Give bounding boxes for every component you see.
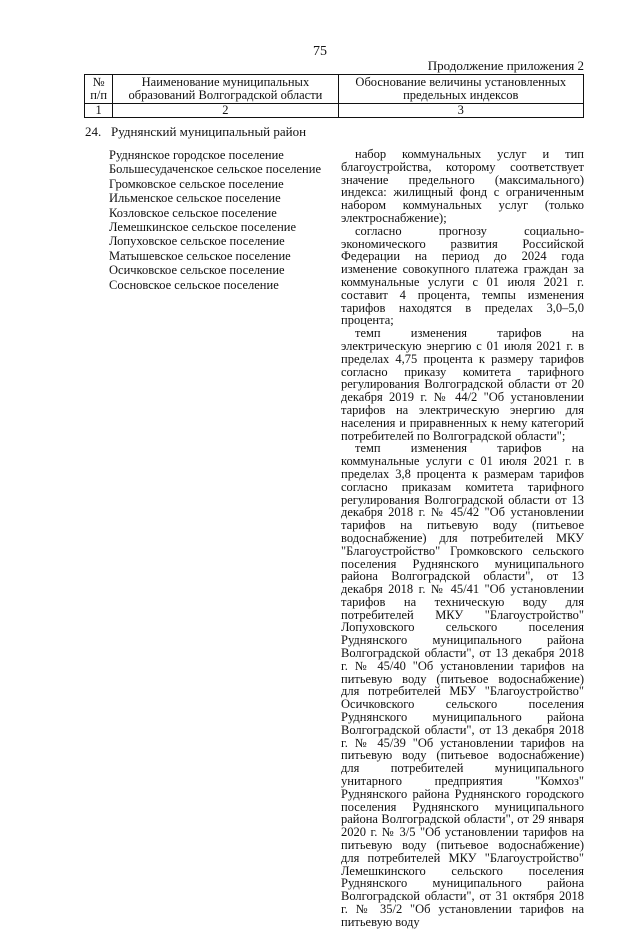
- justification-text: [341, 148, 584, 929]
- header-col-number: № п/п: [85, 75, 113, 104]
- settlement-item: Ильменское сельское поселение: [109, 191, 281, 206]
- settlement-item: Козловское сельское поселение: [109, 205, 277, 220]
- settlement-item: Громковское сельское поселение: [109, 176, 284, 191]
- settlement-item: Руднянское городское поселение: [109, 148, 284, 162]
- table-header: [84, 74, 584, 118]
- settlement-item: Лемешкинское сельское поселение: [109, 220, 296, 235]
- settlement-item: Матышевское сельское поселение: [109, 248, 291, 263]
- justification-paragraph: согласно прогнозу социально-экономического развития Российской Федерации на период до 2024 года изменение совокупного платежа граждан за коммунальные услуги с 01 июля 2021 г. составит 4 процента, темпы изменения тарифов находятся в пределах 3,0–5,0 процента;: [341, 223, 584, 328]
- header-col-justification: Обоснование величины установленных предельных индексов: [338, 75, 583, 104]
- settlement-item: Лопуховское сельское поселение: [109, 234, 285, 249]
- header-num-2: 2: [113, 104, 338, 118]
- justification-paragraph: набор коммунальных услуг и тип благоустройства, которому соответствует значение предельного (максимального) индекса: жилищный фонд с ограниченным набором коммунальных услуг (только электроснабжение);: [341, 147, 584, 225]
- justification-paragraph: темп изменения тарифов на коммунальные услуги с 01 июля 2021 г. в пределах 3,8 процента к размерам тарифов согласно приказам комитета тарифного регулирования Волгоградской области от 13 декабря 2018 г. № 45/42 "Об установлении тарифов на питьевую воду (питьевое водоснабжение) для потребителей МКУ "Благоустройство" Громковского сельского поселения Руднянского муниципального района Волгоградской области", от 13 декабря 2018 г. № 45/41 "Об установлении тарифов на техническую воду для потребителей МКУ "Благоустройство" Лопуховского сельского поселения Руднянского муниципального района Волгоградской области", от 13 декабря 2018 г. № 45/40 "Об установлении тарифов на питьевую воду (питьевое водоснабжение) для потребителей МБУ "Благоустройство" Осичковского сельского поселения Руднянского муниципального района Волгоградской области", от 13 декабря 2018 г. № 45/39 "Об установлении тарифов на питьевую воду (питьевое водоснабжение) для потребителей муниципального унитарного предприятия "Комхоз" Руднянского района Руднянского городского поселения Руднянского муниципального района Волгоградской области", от 29 января 2020 г. № 3/5 "Об установлении тарифов на питьевую воду (питьевое водоснабжение) для потребителей МКУ "Благоустройство" Лемешкинского сельского поселения Руднянского муниципального района Волгоградской области", от 31 октября 2018 г. № 35/2 "Об установлении тарифов на питьевую воду: [341, 441, 584, 929]
- settlement-item: Большесудаченское сельское поселение: [109, 162, 321, 177]
- justification-paragraph: темп изменения тарифов на электрическую энергию с 01 июля 2021 г. в пределах 4,75 процента к размеру тарифов согласно приказу комитета тарифного регулирования Волгоградской области от 20 декабря 2019 г. № 44/2 "Об установлении тарифов на электрическую энергию для населения и приравненных к нему категорий потребителей по Волгоградской области";: [341, 326, 584, 443]
- header-col-municipality: Наименование муниципальных образований Волгоградской области: [113, 75, 338, 104]
- entry-title: Руднянский муниципальный район: [111, 124, 307, 139]
- settlement-item: Осичковское сельское поселение: [109, 263, 285, 278]
- settlement-list: [109, 148, 321, 292]
- settlement-item: Сосновское сельское поселение: [109, 277, 279, 292]
- header-num-1: 1: [85, 104, 113, 118]
- entry-number: 24.: [85, 124, 102, 139]
- header-num-3: 3: [338, 104, 583, 118]
- continuation-label: Продолжение приложения 2: [427, 58, 584, 73]
- page-number: 75: [313, 44, 327, 59]
